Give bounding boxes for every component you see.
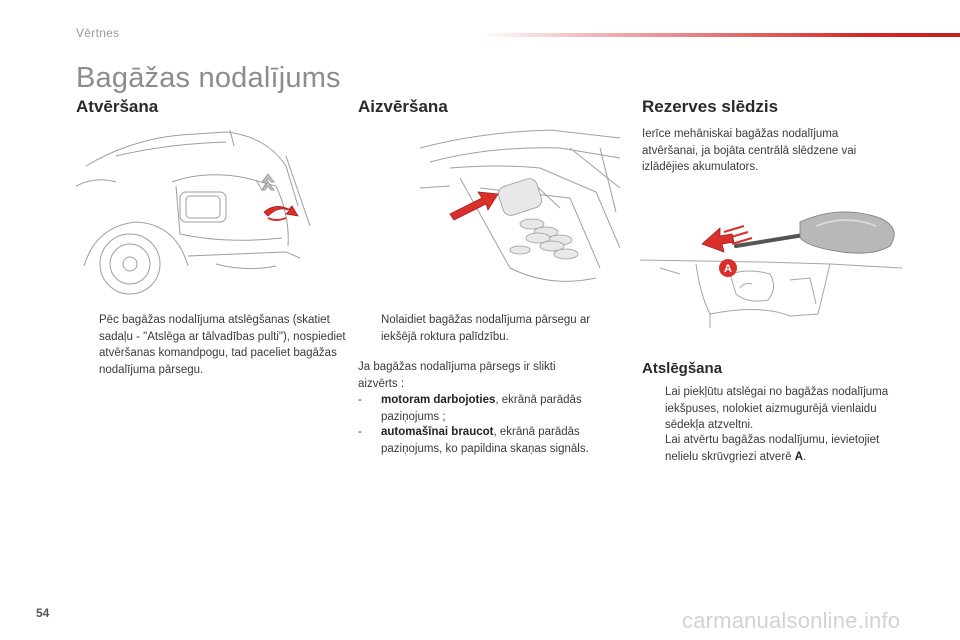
opening-instruction (76, 312, 346, 378)
opening-instruction-text: Pēc bagāžas nodalījuma atslēgšanas (skatiet sadaļu - "Atslēga ar tālvadības pulti"), nospiediet atvēršanas komandpogu, tad paceliet bagāžas nodalījuma pārsegu. (99, 314, 346, 376)
unlocking-step-text: Lai atvērtu bagāžas nodalījumu, ievietojiet nelielu skrūvgriezi atverē (665, 434, 880, 463)
closing-instruction-text: Nolaidiet bagāžas nodalījuma pārsegu ar iekšējā roktura palīdzību. (381, 314, 591, 343)
warning-item-engine-running: - motoram darbojoties, ekrānā parādās paziņojums ; (358, 394, 582, 423)
closing-warning-intro: Ja bagāžas nodalījuma pārsegs ir slikti aizvērts : (358, 361, 556, 390)
callout-label-a: A (724, 263, 732, 275)
warning-condition: automašīnai braucot (381, 426, 494, 438)
site-watermark: carmanualsonline.info (682, 608, 901, 633)
page-number: 54 (36, 606, 50, 620)
warning-condition: motoram darbojoties (381, 394, 496, 406)
emergency-heading: Rezerves slēdzis (642, 97, 779, 116)
tailgate-exterior-illustration (76, 126, 340, 302)
unlocking-step-access (642, 384, 904, 434)
emergency-release-illustration (640, 204, 904, 332)
closing-heading: Aizvēršana (358, 97, 448, 116)
page-title: Bagāžas nodalījums (76, 62, 341, 94)
warning-item-driving: - automašīnai braucot, ekrānā parādās paziņojums, ko papildina skaņas signāls. (358, 426, 589, 455)
tailgate-interior-illustration (420, 128, 620, 304)
emergency-intro: Ierīce mehāniskai bagāžas nodalījuma atvēršanai, ja bojāta centrālā slēdzene vai izlādējies akumulators. (642, 128, 857, 173)
section-label: Vērtnes (76, 26, 120, 40)
opening-label-a: A (794, 450, 804, 463)
unlocking-step-text: Lai piekļūtu atslēgai no bagāžas nodalījuma iekšpuses, nolokiet aizmugurējā vienlaidu sēdekļa atzveltni. (665, 386, 889, 431)
closing-instruction (358, 312, 618, 345)
opening-heading: Atvēršana (76, 97, 159, 116)
header-accent-rule (478, 33, 960, 37)
unlocking-subheading: Atslēgšana (642, 360, 723, 377)
unlocking-step-open: Lai atvērtu bagāžas nodalījumu, ievietojiet nelielu skrūvgriezi atverē A. (665, 434, 880, 463)
